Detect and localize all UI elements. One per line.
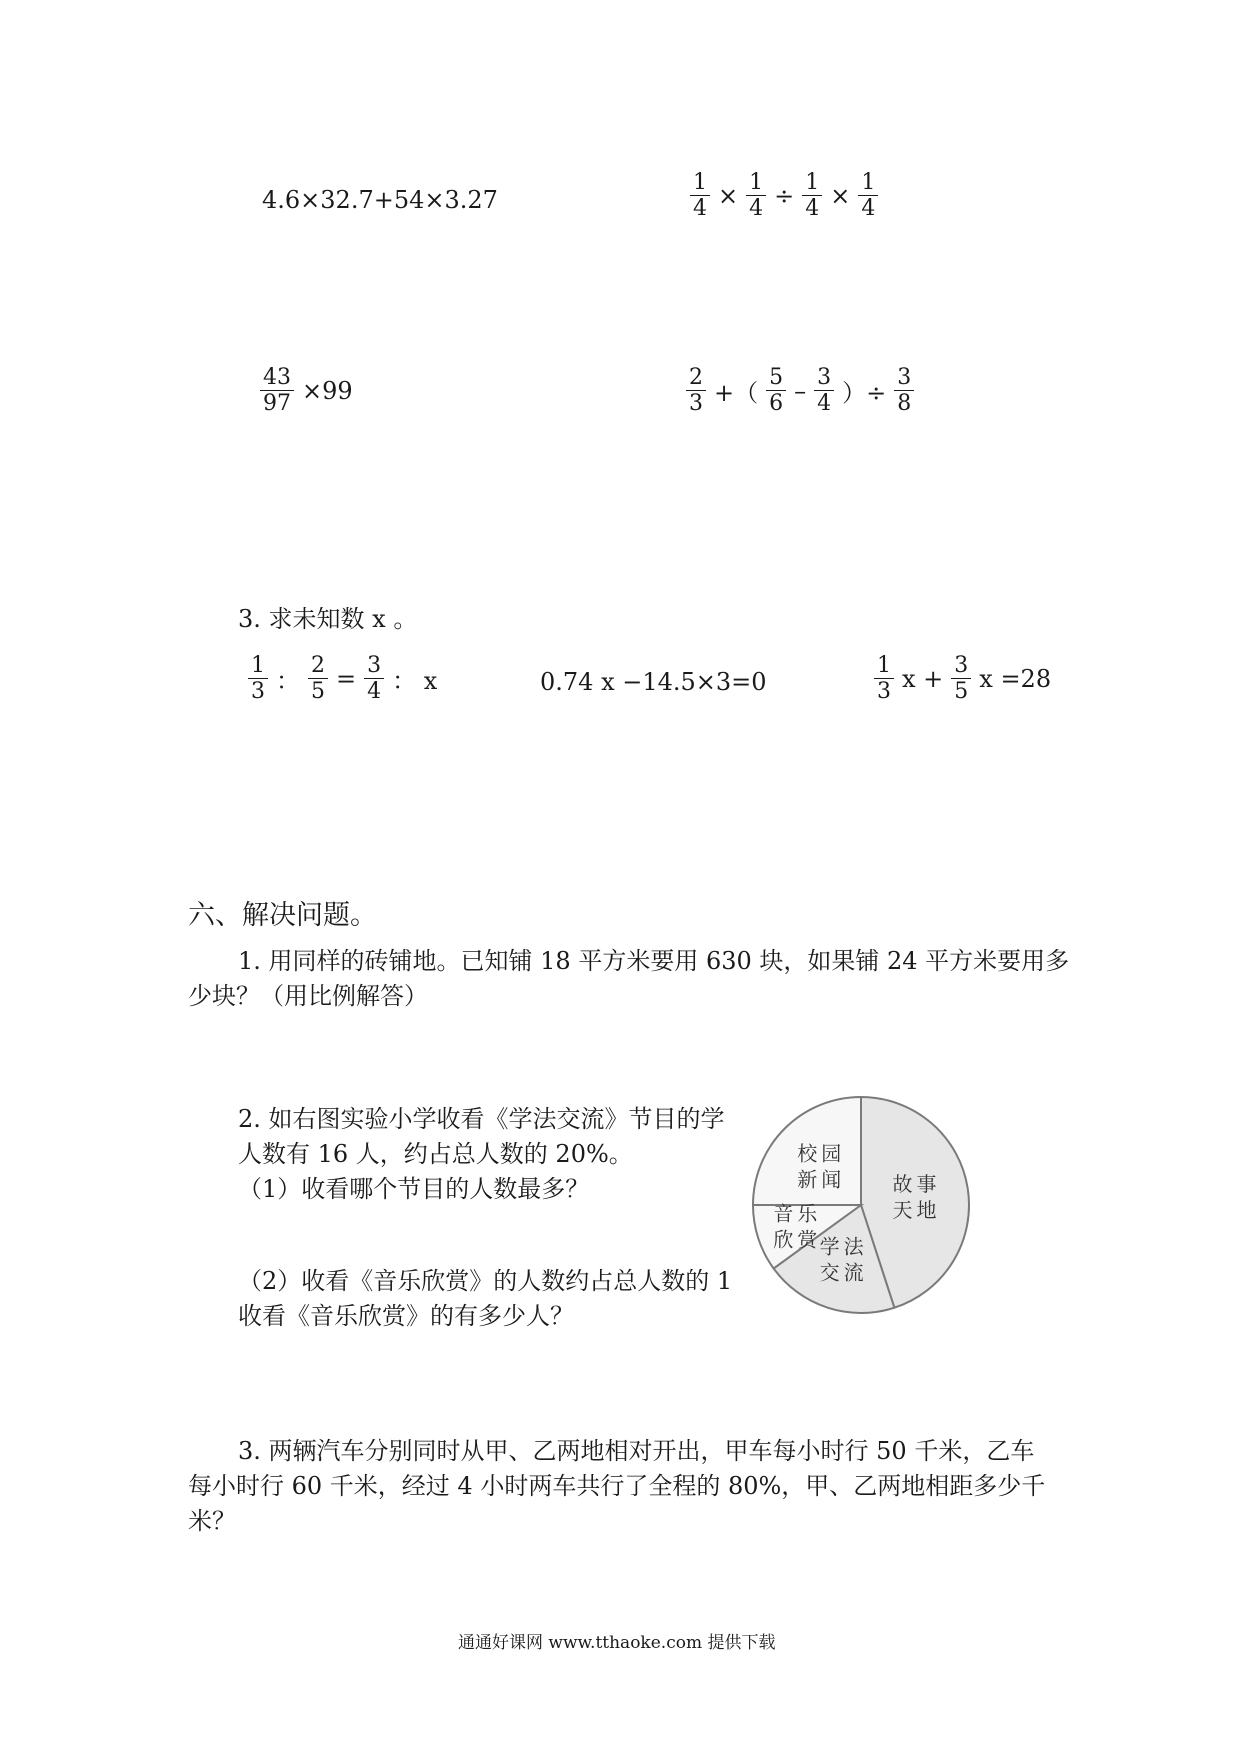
fraction: $\frac{1}{4}$ <box>858 170 878 222</box>
operator: = <box>336 664 357 693</box>
pie-slice-label: 天地 <box>892 1198 941 1223</box>
problem-2-question-2-line-2: 收看《音乐欣赏》的有多少人？ <box>238 1302 574 1330</box>
problem-3-line-3: 米？ <box>188 1507 236 1535</box>
solve-x-title: 3. 求未知数 x 。 <box>238 605 418 633</box>
problem-3-line-1: 3. 两辆汽车分别同时从甲、乙两地相对开出，甲车每小时行 50 千米，乙车 <box>238 1437 1035 1465</box>
operator: ）÷ <box>842 379 887 408</box>
fraction: $\frac{1}{4}$ <box>690 170 710 222</box>
pie-slice-label: 欣赏 <box>773 1227 822 1252</box>
problem-3-line-2: 每小时行 60 千米，经过 4 小时两车共行了全程的 80%，甲、乙两地相距多少千 <box>188 1472 1046 1500</box>
fraction: $\frac{2}{3}$ <box>686 365 706 417</box>
fraction: $\frac{1}{3}$ <box>248 653 268 705</box>
page-footer: 通通好课网 www.tthaoke.com 提供下载 <box>458 1633 776 1653</box>
equation-ratio <box>244 653 441 705</box>
fraction: $\frac{2}{5}$ <box>308 653 328 705</box>
expr-fraction-times-99 <box>256 365 357 417</box>
pie-slice-label: 故事 <box>892 1172 941 1197</box>
problem-1-line-1: 1. 用同样的砖铺地。已知铺 18 平方米要用 630 块，如果铺 24 平方米要用多 <box>238 947 1070 975</box>
expr-text: 4.6×32.7+54×3.27 <box>262 186 498 214</box>
pie-slice-label: 新闻 <box>797 1167 846 1192</box>
operator: ×99 <box>302 376 353 405</box>
fraction: $\frac{1}{4}$ <box>746 170 766 222</box>
pie-slice-label: 校园 <box>797 1141 846 1166</box>
operator: x =28 <box>979 664 1052 693</box>
operator: +（ <box>714 379 759 408</box>
operator: × <box>830 181 851 210</box>
problem-1-line-2: 少块？（用比例解答） <box>188 982 428 1010</box>
pie-slice-label: 交流 <box>819 1260 868 1285</box>
fraction: $\frac{5}{6}$ <box>766 365 786 417</box>
fraction: $\frac{3}{4}$ <box>814 365 834 417</box>
operator: – <box>794 376 807 405</box>
fraction: $\frac{1}{3}$ <box>874 653 894 705</box>
operator: ： x <box>392 667 438 696</box>
program-pie-chart <box>746 1090 976 1320</box>
problem-2-question-1: （1）收看哪个节目的人数最多？ <box>238 1175 590 1203</box>
problem-2-line-1: 2. 如右图实验小学收看《学法交流》节目的学 <box>238 1105 725 1133</box>
fraction: $\frac{1}{4}$ <box>802 170 822 222</box>
equation-text: 0.74 x −14.5×3=0 <box>540 668 767 696</box>
fraction: $\frac{3}{5}$ <box>951 653 971 705</box>
fraction: $\frac{3}{8}$ <box>894 365 914 417</box>
problem-2-line-2: 人数有 16 人，约占总人数的 20%。 <box>238 1140 633 1168</box>
fraction: $\frac{3}{4}$ <box>364 653 384 705</box>
expr-decimal-sum <box>262 186 498 214</box>
pie-slice-label: 音乐 <box>773 1201 822 1226</box>
problem-2-question-2-line-1: （2）收看《音乐欣赏》的人数约占总人数的 1 <box>238 1267 733 1295</box>
equation-fraction-sum <box>870 653 1055 705</box>
pie-slice-label: 学法 <box>819 1234 868 1259</box>
section-heading: 六、解决问题。 <box>188 900 377 931</box>
operator: x + <box>902 664 944 693</box>
expr-mixed-fractions <box>682 365 918 417</box>
operator: × <box>718 181 739 210</box>
expr-quarter-product <box>686 170 882 222</box>
operator: ÷ <box>774 181 795 210</box>
operator: ： <box>276 667 300 696</box>
equation-decimal <box>540 668 767 696</box>
fraction: $\frac{43}{97}$ <box>260 365 294 417</box>
